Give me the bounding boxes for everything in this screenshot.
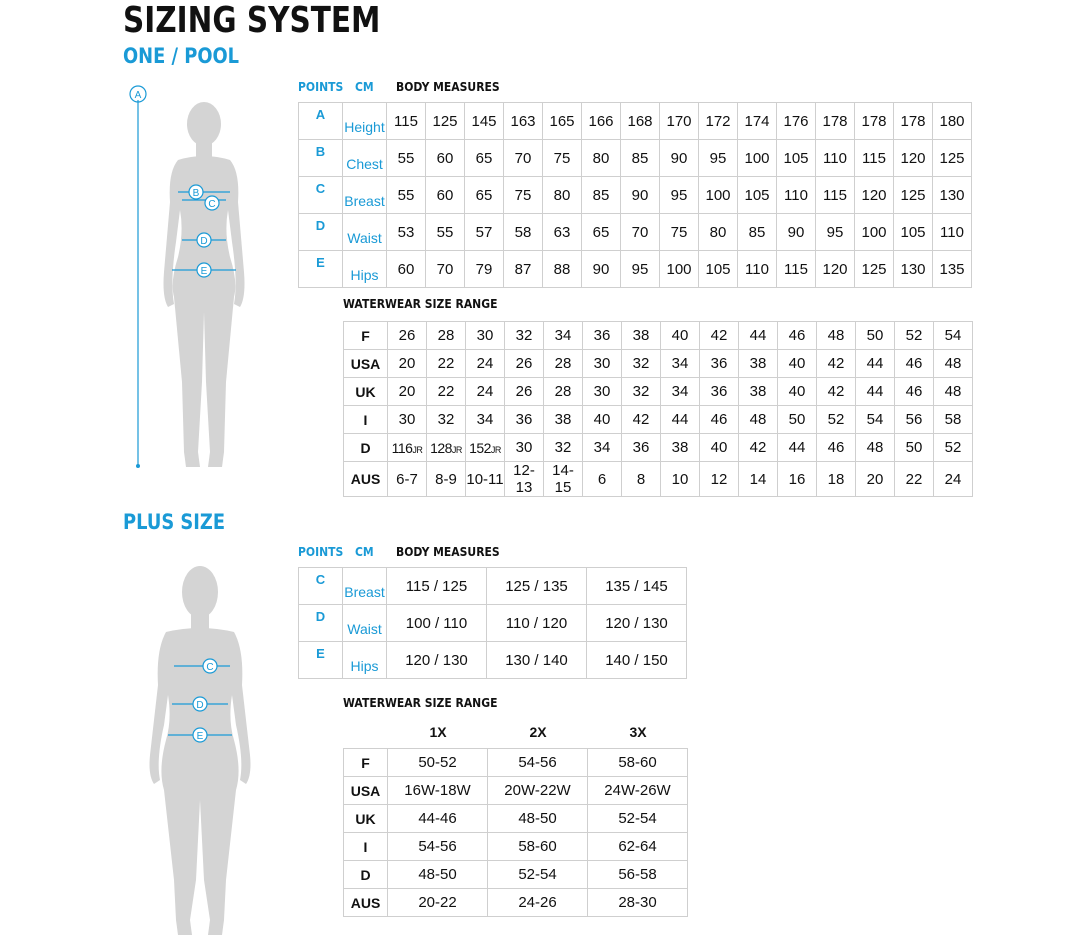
table-cell: 120 [855, 177, 894, 214]
table-cell: 24-26 [488, 889, 588, 917]
table-cell: 26 [505, 350, 544, 378]
figure-marker-e: E [200, 266, 208, 277]
table-cell: 42 [817, 378, 856, 406]
table-row [299, 605, 687, 642]
table-cell: 24 [934, 462, 973, 497]
table-cell: 130 [933, 177, 972, 214]
junior-suffix: JR [490, 444, 501, 455]
measure-label: Waist [343, 605, 387, 642]
table-row [344, 861, 688, 889]
table-cell: 95 [816, 214, 855, 251]
junior-suffix: JR [451, 444, 462, 455]
table-row [299, 214, 972, 251]
size-system-label: AUS [344, 889, 388, 917]
table-cell [427, 434, 466, 462]
table-cell: 12 [700, 462, 739, 497]
table-cell: 90 [621, 177, 660, 214]
table-cell: 30 [505, 434, 544, 462]
table-cell: 105 [777, 140, 816, 177]
plus-waterwear-size-table [343, 748, 688, 917]
table-cell: 34 [661, 350, 700, 378]
table-cell: 38 [544, 406, 583, 434]
table-cell: 14 [739, 462, 778, 497]
table-cell: 34 [661, 378, 700, 406]
header-cm: CM [355, 545, 374, 559]
table-cell: 46 [778, 322, 817, 350]
measure-label: Breast [343, 568, 387, 605]
table-cell: 18 [817, 462, 856, 497]
figure-marker-d: D [200, 236, 208, 247]
table-cell: 55 [426, 214, 465, 251]
table-cell: 90 [660, 140, 699, 177]
table-cell: 36 [700, 350, 739, 378]
table-cell: 52 [895, 322, 934, 350]
table-cell: 163 [504, 103, 543, 140]
table-cell: 20 [856, 462, 895, 497]
table-cell: 63 [543, 214, 582, 251]
table-cell: 62-64 [588, 833, 688, 861]
header-points: POINTS [298, 80, 344, 94]
table-cell: 135 / 145 [587, 568, 687, 605]
table-cell: 40 [778, 350, 817, 378]
table-cell: 87 [504, 251, 543, 288]
measure-label: Breast [343, 177, 387, 214]
table-cell: 80 [699, 214, 738, 251]
figure-marker-d: D [196, 700, 204, 711]
table-cell: 88 [543, 251, 582, 288]
plus-column-3x: 3X [629, 724, 647, 740]
table-cell: 120 / 130 [387, 642, 487, 679]
measure-label: Chest [343, 140, 387, 177]
table-cell: 165 [543, 103, 582, 140]
header-body-measures: BODY MEASURES [396, 80, 500, 94]
header-cm: CM [355, 80, 374, 94]
table-cell: 180 [933, 103, 972, 140]
table-cell: 90 [777, 214, 816, 251]
table-cell: 58 [504, 214, 543, 251]
waterwear-title: WATERWEAR SIZE RANGE [343, 696, 498, 710]
table-row [299, 140, 972, 177]
table-cell: 120 / 130 [587, 605, 687, 642]
table-row [344, 406, 973, 434]
waterwear-title: WATERWEAR SIZE RANGE [343, 297, 498, 311]
table-cell: 40 [661, 322, 700, 350]
table-row [299, 642, 687, 679]
table-cell: 46 [700, 406, 739, 434]
table-cell: 125 [933, 140, 972, 177]
table-cell: 24W-26W [588, 777, 688, 805]
table-cell: 90 [582, 251, 621, 288]
table-cell: 140 / 150 [587, 642, 687, 679]
junior-suffix: JR [412, 444, 423, 455]
table-cell: 10-11 [466, 462, 505, 497]
table-cell: 10 [661, 462, 700, 497]
table-cell: 44 [739, 322, 778, 350]
table-cell: 6-7 [388, 462, 427, 497]
point-label: C [299, 568, 343, 605]
table-cell: 50 [895, 434, 934, 462]
table-row [299, 103, 972, 140]
point-label: B [299, 140, 343, 177]
table-cell: 110 [738, 251, 777, 288]
point-label: A [299, 103, 343, 140]
table-cell: 54 [856, 406, 895, 434]
table-cell: 125 [426, 103, 465, 140]
table-cell: 20-22 [388, 889, 488, 917]
table-cell: 26 [388, 322, 427, 350]
table-cell: 125 / 135 [487, 568, 587, 605]
table-cell: 75 [543, 140, 582, 177]
table-cell: 30 [583, 378, 622, 406]
section-heading-plus-size: PLUS SIZE [123, 510, 226, 534]
table-cell: 176 [777, 103, 816, 140]
table-cell: 56-58 [588, 861, 688, 889]
size-system-label: F [344, 749, 388, 777]
table-cell: 34 [583, 434, 622, 462]
size-system-label: I [344, 406, 388, 434]
table-row [299, 568, 687, 605]
table-cell: 70 [504, 140, 543, 177]
table-cell: 40 [778, 378, 817, 406]
table-cell: 58-60 [588, 749, 688, 777]
figure-marker-c: C [208, 199, 216, 210]
table-cell: 20W-22W [488, 777, 588, 805]
table-row [344, 777, 688, 805]
table-cell: 46 [817, 434, 856, 462]
table-cell: 172 [699, 103, 738, 140]
table-cell: 95 [699, 140, 738, 177]
table-row [344, 805, 688, 833]
table-cell: 28 [427, 322, 466, 350]
table-cell: 58-60 [488, 833, 588, 861]
table-cell [466, 434, 505, 462]
plus-body-measures-table [298, 567, 687, 679]
size-system-label: USA [344, 777, 388, 805]
table-cell: 60 [387, 251, 426, 288]
table-cell: 42 [700, 322, 739, 350]
table-cell: 16W-18W [388, 777, 488, 805]
table-cell: 48 [817, 322, 856, 350]
table-cell: 28 [544, 378, 583, 406]
table-cell: 53 [387, 214, 426, 251]
table-cell: 28 [544, 350, 583, 378]
table-cell: 168 [621, 103, 660, 140]
body-measures-table [298, 102, 972, 288]
table-row [344, 350, 973, 378]
table-cell: 130 / 140 [487, 642, 587, 679]
table-cell: 100 [855, 214, 894, 251]
section-heading-one-pool: ONE / POOL [123, 44, 240, 68]
size-system-label: I [344, 833, 388, 861]
table-cell: 48 [934, 378, 973, 406]
table-cell: 22 [895, 462, 934, 497]
table-cell: 34 [466, 406, 505, 434]
table-cell: 52 [817, 406, 856, 434]
table-cell: 32 [505, 322, 544, 350]
table-cell: 54-56 [388, 833, 488, 861]
point-label: D [299, 605, 343, 642]
table-cell: 65 [465, 140, 504, 177]
table-cell: 6 [583, 462, 622, 497]
table-cell: 36 [583, 322, 622, 350]
table-cell: 8-9 [427, 462, 466, 497]
table-cell: 55 [387, 140, 426, 177]
table-cell: 135 [933, 251, 972, 288]
table-cell: 12-13 [505, 462, 544, 497]
table-cell: 32 [622, 350, 661, 378]
size-system-label: D [344, 434, 388, 462]
table-cell: 115 / 125 [387, 568, 487, 605]
size-system-label: UK [344, 378, 388, 406]
table-cell: 42 [622, 406, 661, 434]
body-figure-one-pool [120, 82, 260, 482]
table-cell: 20 [388, 350, 427, 378]
size-system-label: F [344, 322, 388, 350]
table-cell: 95 [621, 251, 660, 288]
table-cell: 105 [738, 177, 777, 214]
table-cell: 36 [700, 378, 739, 406]
table-cell: 178 [855, 103, 894, 140]
table-cell: 38 [661, 434, 700, 462]
table-row [299, 251, 972, 288]
table-cell: 100 / 110 [387, 605, 487, 642]
table-cell: 58 [934, 406, 973, 434]
point-label: E [299, 642, 343, 679]
table-cell: 44 [778, 434, 817, 462]
table-cell: 105 [699, 251, 738, 288]
table-cell: 174 [738, 103, 777, 140]
table-cell: 48 [856, 434, 895, 462]
figure-marker-b: B [192, 188, 200, 199]
table-cell: 70 [426, 251, 465, 288]
table-cell: 36 [622, 434, 661, 462]
size-value: 116 [391, 439, 413, 456]
table-cell: 50 [778, 406, 817, 434]
table-cell: 46 [895, 378, 934, 406]
size-system-label: UK [344, 805, 388, 833]
table-cell: 100 [699, 177, 738, 214]
table-cell: 44 [856, 378, 895, 406]
table-cell: 80 [582, 140, 621, 177]
table-cell: 85 [738, 214, 777, 251]
table-cell: 46 [895, 350, 934, 378]
table-cell: 30 [583, 350, 622, 378]
table-cell: 36 [505, 406, 544, 434]
table-row [344, 378, 973, 406]
table-cell: 38 [739, 378, 778, 406]
table-cell: 48 [934, 350, 973, 378]
table-cell: 110 / 120 [487, 605, 587, 642]
point-label: E [299, 251, 343, 288]
table-row [344, 434, 973, 462]
table-cell: 70 [621, 214, 660, 251]
table-cell: 16 [778, 462, 817, 497]
table-row [344, 889, 688, 917]
header-points: POINTS [298, 545, 344, 559]
table-cell: 44 [661, 406, 700, 434]
table-cell: 52-54 [588, 805, 688, 833]
table-cell: 110 [816, 140, 855, 177]
point-label: D [299, 214, 343, 251]
size-system-label: D [344, 861, 388, 889]
table-row [344, 322, 973, 350]
table-cell: 95 [660, 177, 699, 214]
table-cell: 48-50 [388, 861, 488, 889]
table-cell: 22 [427, 350, 466, 378]
page-title: SIZING SYSTEM [123, 0, 381, 41]
figure-marker-e: E [196, 731, 204, 742]
table-cell: 80 [543, 177, 582, 214]
table-row [344, 749, 688, 777]
table-cell: 178 [894, 103, 933, 140]
table-cell: 54 [934, 322, 973, 350]
table-cell: 79 [465, 251, 504, 288]
table-cell: 32 [544, 434, 583, 462]
table-cell: 28-30 [588, 889, 688, 917]
table-cell: 48 [739, 406, 778, 434]
table-cell: 57 [465, 214, 504, 251]
plus-column-2x: 2X [529, 724, 547, 740]
table-cell: 30 [466, 322, 505, 350]
table-cell: 42 [739, 434, 778, 462]
table-cell [388, 434, 427, 462]
table-cell: 52-54 [488, 861, 588, 889]
table-cell: 115 [855, 140, 894, 177]
table-row [344, 833, 688, 861]
table-cell: 32 [427, 406, 466, 434]
size-system-label: USA [344, 350, 388, 378]
table-cell: 54-56 [488, 749, 588, 777]
table-cell: 65 [465, 177, 504, 214]
plus-column-1x: 1X [429, 724, 447, 740]
table-cell: 145 [465, 103, 504, 140]
size-system-label: AUS [344, 462, 388, 497]
table-cell: 44 [856, 350, 895, 378]
measure-label: Hips [343, 251, 387, 288]
table-cell: 115 [387, 103, 426, 140]
table-cell: 30 [388, 406, 427, 434]
table-cell: 115 [816, 177, 855, 214]
table-cell: 105 [894, 214, 933, 251]
table-cell: 115 [777, 251, 816, 288]
table-cell: 60 [426, 177, 465, 214]
table-cell: 50 [856, 322, 895, 350]
table-cell: 42 [817, 350, 856, 378]
table-cell: 22 [427, 378, 466, 406]
measure-label: Hips [343, 642, 387, 679]
table-cell: 20 [388, 378, 427, 406]
table-cell: 110 [777, 177, 816, 214]
table-cell: 14-15 [544, 462, 583, 497]
table-cell: 34 [544, 322, 583, 350]
table-cell: 75 [660, 214, 699, 251]
table-cell: 110 [933, 214, 972, 251]
header-body-measures: BODY MEASURES [396, 545, 500, 559]
table-cell: 75 [504, 177, 543, 214]
table-cell: 125 [894, 177, 933, 214]
table-cell: 120 [816, 251, 855, 288]
size-value: 128 [430, 439, 452, 456]
table-cell: 40 [700, 434, 739, 462]
figure-marker-a: A [134, 90, 142, 101]
point-label: C [299, 177, 343, 214]
table-cell: 125 [855, 251, 894, 288]
table-cell: 8 [622, 462, 661, 497]
table-cell: 24 [466, 378, 505, 406]
size-value: 152 [469, 439, 491, 456]
table-cell: 40 [583, 406, 622, 434]
body-figure-plus-size [130, 560, 270, 940]
table-row [299, 177, 972, 214]
table-cell: 170 [660, 103, 699, 140]
table-cell: 100 [660, 251, 699, 288]
table-cell: 52 [934, 434, 973, 462]
table-cell: 38 [739, 350, 778, 378]
table-cell: 55 [387, 177, 426, 214]
table-cell: 85 [582, 177, 621, 214]
table-cell: 178 [816, 103, 855, 140]
figure-marker-c: C [206, 662, 214, 673]
table-cell: 38 [622, 322, 661, 350]
table-cell: 100 [738, 140, 777, 177]
table-cell: 32 [622, 378, 661, 406]
table-cell: 166 [582, 103, 621, 140]
measure-label: Height [343, 103, 387, 140]
table-cell: 26 [505, 378, 544, 406]
table-cell: 48-50 [488, 805, 588, 833]
measure-label: Waist [343, 214, 387, 251]
table-cell: 24 [466, 350, 505, 378]
table-cell: 85 [621, 140, 660, 177]
waterwear-size-table [343, 321, 973, 497]
table-cell: 60 [426, 140, 465, 177]
table-cell: 44-46 [388, 805, 488, 833]
table-cell: 65 [582, 214, 621, 251]
table-row [344, 462, 973, 497]
table-cell: 50-52 [388, 749, 488, 777]
table-cell: 56 [895, 406, 934, 434]
table-cell: 120 [894, 140, 933, 177]
table-cell: 130 [894, 251, 933, 288]
